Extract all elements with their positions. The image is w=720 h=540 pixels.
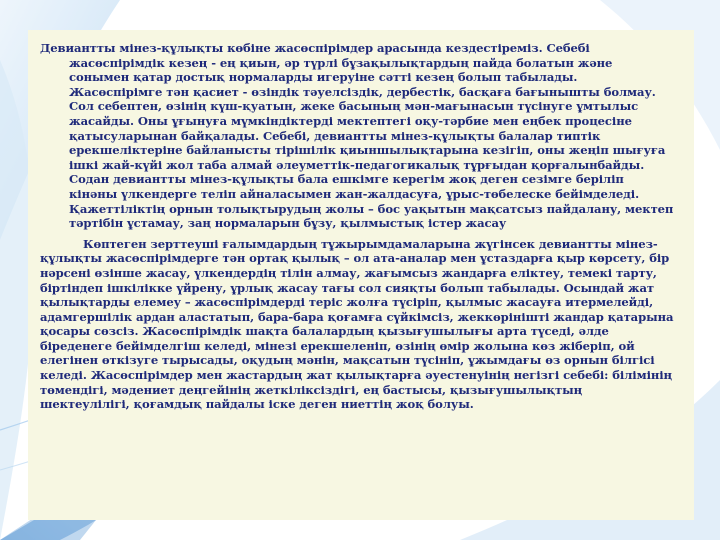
paragraph-2: Көптеген зерттеуші ғалымдардың тұжырымдамаларына жүгінсек девиантты мінез-құлықты жасөспірімдерге тән ортақ қылық – ол ата-аналар мен ұстаздарға қыр көрсету, бір нәрсені өзінше жасау, үлкендердің тілін алмау, жағымсыз жандарға еліктеу, темекі тарту, біртіндеп ішкілікке үйрену, ұрлық жасау тағы сол сияқты болып табылады. Осындай жат қылықтарды елемеу – жасөспірімдерді теріс жолға түсіріп, қылмыс жасауға итермелейді, адамгершілік ардан аластатып, бара-бара қоғамға сүйкімсіз, жеккөрінішті жандар қатарына қосары сөзсіз. Жасөспірімдік шақта балалардың қызығушылығы арта түседі, әлде біреденеге бейімделгіш келеді, мінезі ерекшеленіп, өзінің өмір жолына көз жіберіп, ой елегінен өткізуге тырысады, оқудың мәнін, мақсатын түсініп, ұжымдағы өз орнын білгісі келеді. Жасөспірімдер мен жастардың жат қылықтарға әуестенуінің негізгі себебі: білімінің төмендігі, мәдениет деңгейінің жеткіліксіздігі, ең бастысы, қызығушылықтың шектеулілігі, қоғамдық пайдалы іске деген ниеттің жоқ болуы. <box>40 236 674 412</box>
document-body <box>40 41 674 412</box>
paragraph-1: Девиантты мінез-құлықты көбіне жасөспірімдер арасында кездестіреміз. Себебі жасөспірімдік кезең - ең қиын, әр түрлі бұзақылықтардың пайда болатын және сонымен қатар достық нормаларды игеруіне сәтті кезең болып табылады. Жасөспірімге тән қасиет - өзіндік тәуелсіздік, дербестік, басқаға бағынышты болмау. Сол себептен, өзінің күш-қуатын, жеке басының мән-мағынасын түсінуге ұмтылыс жасайды. Оны ұғынуға мүмкіндіктерді мектептегі оқу-тәрбие мен еңбек процесіне қатысуларынан байқалады. Себебі, девиантты мінез-құлықты балалар типтік ерекшеліктеріне байланысты тірішілік қиыншылықтарына кезігіп, оны жеңіп шығуға ішкі жай-күйі жол таба алмай әлеуметтік-педагогикалық тұрғыдан қорғалынбайды. Содан девиантты мінез-құлықты бала ешкімге керегім жоқ деген сезімге беріліп кінәны үлкендерге теліп айналасымен жан-жалдасуға, ұрыс-төбелеске бейімделеді. Қажеттіліктің орнын толықтырудың жолы – бос уақытын мақсатсыз пайдалану, мектеп тәртібін ұстамау, заң нормаларын бұзу, қылмыстық істер жасау <box>40 41 674 231</box>
